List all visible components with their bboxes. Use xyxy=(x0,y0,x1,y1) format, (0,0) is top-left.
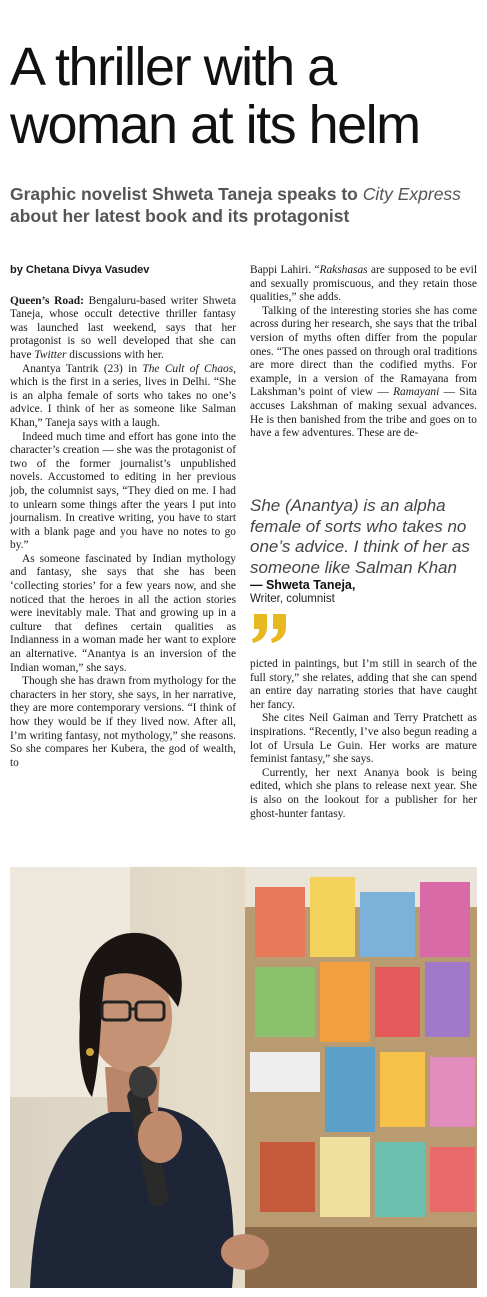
paragraph-7-a: Talking of the interesting stories she has come across during her research, she says that the tribal version of myths often differ from the popular ones. “The ones passed on through oral traditions are more direct than the codified myths. For example, in a version of the Ramayana from Lakshman’s point of view — xyxy=(250,304,477,399)
deck-subheadline xyxy=(10,183,480,227)
paragraph-1-text: Bengaluru-based writer Shweta Taneja, whose occult detective thriller fantasy was launched last weekend, says that her protagonist is so well developed that she can have xyxy=(10,294,236,361)
paragraph-2-a: Anantya Tantrik (23) in xyxy=(22,362,143,375)
book-title: The Cult of Chaos xyxy=(142,362,234,375)
paragraph-6 xyxy=(250,264,477,305)
byline: by Chetana Divya Vasudev xyxy=(10,264,150,276)
paragraph-7-b: — Sita accuses Lakshman of making sexual advances. He is then banished from the tribe and goes on to have a few adventures. These are de- xyxy=(250,386,477,440)
paragraph-4: As someone fascinated by Indian mythology and fantasy, she says that she has been ‘collecting stories’ for a few years now, and she noticed that the heroes in all the action stories were inevitably male. That and growing up in a culture that defines certain qualities as Indianness in a woman made her want to explore an alternative. “Anantya is an inversion of the Indian woman,” she says. xyxy=(10,552,236,674)
headline-line-1: A thriller with a xyxy=(10,37,336,97)
paragraph-8: picted in paintings, but I’m still in search of the full story,” she relates, adding that she can spend an entire day narrating stories that have caught her fancy. xyxy=(250,658,477,711)
attribution-name: — Shweta Taneja, xyxy=(250,578,356,592)
ramayani-term: Ramayani xyxy=(393,386,440,399)
paragraph-1-end: discussions with her. xyxy=(66,348,164,361)
dateline: Queen’s Road: xyxy=(10,294,84,307)
paragraph-9: She cites Neil Gaiman and Terry Pratchett as inspirations. “Recently, I’ve also begun reading a lot of Ursula Le Guin. Her works are mature feminist fantasy,” she says. xyxy=(250,712,477,766)
headline xyxy=(10,38,480,154)
paragraph-7 xyxy=(250,305,477,441)
paragraph-1 xyxy=(10,295,236,363)
article-column-2-bottom xyxy=(250,658,477,821)
deck-part-1: Graphic novelist Shweta Taneja speaks to xyxy=(10,184,363,204)
deck-publication-name: City Express xyxy=(362,184,461,204)
pull-quote: She (Anantya) is an alpha female of sorts who takes no one’s advice. I think of her as someone like Salman Khan xyxy=(250,496,470,577)
paragraph-5: Though she has drawn from mythology for the characters in her story, she says, in her narrative, they are more contemporary versions. “I think of how they would be if they lived now. After all, I’m writing fantasy, not mythology,” she reasons. So she compares her Kubera, the god of wealth, to xyxy=(10,675,236,769)
paragraph-2-b: , which is the first in a series, lives in Delhi. “She is an alpha female of sorts who takes no one’s advice. I think of her as someone like Salman Khan,” Taneja says with a laugh. xyxy=(10,362,237,429)
article-column-2-top xyxy=(250,264,477,441)
twitter-mention: Twitter xyxy=(34,348,67,361)
pull-quote-attribution xyxy=(250,578,480,606)
headline-line-2: woman at its helm xyxy=(10,95,420,155)
article-column-1 xyxy=(10,264,236,770)
paragraph-10: Currently, her next Ananya book is being edited, which she plans to release next year. She is also on the lookout for a publisher for her ghost-hunter fantasy. xyxy=(250,766,477,820)
rakshasas-term: Rakshasas xyxy=(319,264,368,276)
paragraph-3: Indeed much time and effort has gone into the character’s creation — she was the protagonist of two of the former journalist’s unpublished novels. Accustomed to editing in her previous job, the columnist says, “They died on me. I had to unlearn some things after the years I put into journalism. In creative writing, you have to start with a blank page and you have no notes to go by.” xyxy=(10,430,236,552)
quote-mark-icon xyxy=(250,610,292,644)
paragraph-2 xyxy=(10,363,236,431)
paragraph-6-b: are supposed to be evil and sexually promiscuous, and they retain those qualities,” she adds. xyxy=(250,264,478,304)
author-photo xyxy=(10,867,477,1288)
paragraph-6-a: Bappi Lahiri. “ xyxy=(250,264,320,276)
deck-part-3: about her latest book and its protagonist xyxy=(10,206,350,226)
photo-illustration xyxy=(10,867,477,1288)
attribution-role: Writer, columnist xyxy=(250,593,335,605)
